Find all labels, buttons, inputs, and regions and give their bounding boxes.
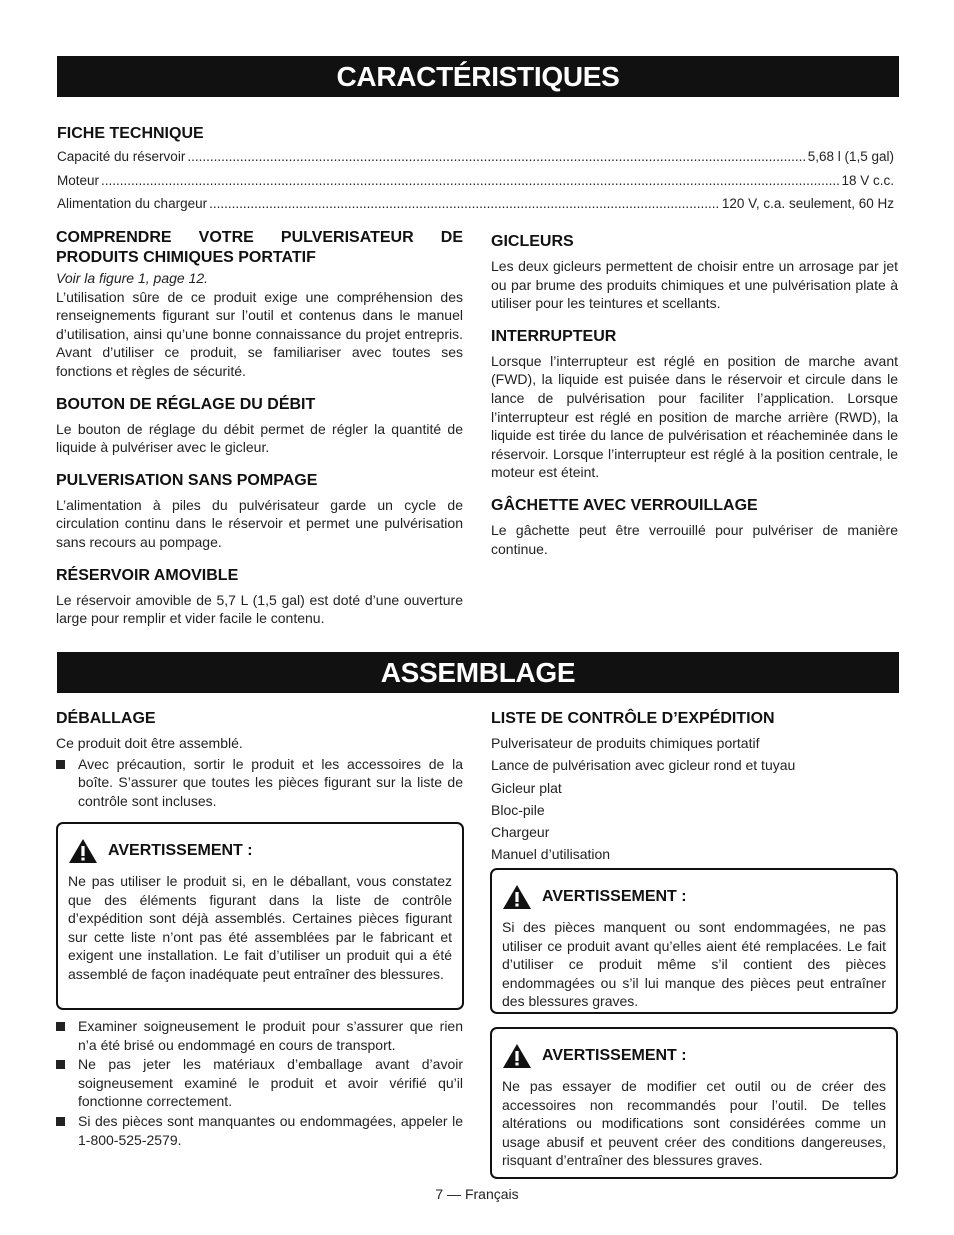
- warning-title: AVERTISSEMENT :: [542, 888, 687, 905]
- list-item: [56, 1112, 463, 1149]
- warning-title: AVERTISSEMENT :: [108, 842, 253, 859]
- list-item: [56, 755, 463, 811]
- bullet-square-icon: [56, 1022, 65, 1031]
- spec-dots: [101, 169, 839, 193]
- pulverisation-text: L’alimentation à piles du pulvérisateur garde un cycle de circulation continu dans le réservoir et permet une pulvérisation sans recours au pompage.: [56, 496, 463, 550]
- warning-header: [502, 1043, 886, 1069]
- deballage-heading: DÉBALLAGE: [56, 710, 156, 727]
- page-footer: [0, 1186, 954, 1202]
- reservoir-text: Le réservoir amovible de 5,7 L (1,5 gal) est doté d’une ouverture large pour remplir et vider facile le contenu.: [56, 591, 463, 627]
- warning-text: Ne pas essayer de modifier cet outil ou de créer des accessoires non recommandés pour l’outil. De telles altérations ou modifications sont considérées comme un usage abusif et peuvent créer des conditions dangereuses, risquant d’entraîner des blessures graves.: [502, 1078, 886, 1169]
- warning-triangle-icon: [502, 1043, 532, 1069]
- deballage-bullets-2-wrap: [56, 1017, 463, 1150]
- spec-label: Capacité du réservoir: [57, 149, 186, 164]
- assemblage-banner: [57, 652, 899, 693]
- section-bouton: [56, 395, 463, 457]
- spec-label: Moteur: [57, 172, 100, 188]
- section-comprendre: [56, 228, 463, 381]
- list-item: Pulverisateur de produits chimiques portatif: [491, 735, 760, 751]
- fiche-technique: [57, 124, 894, 216]
- list-item: Gicleur plat: [491, 779, 562, 796]
- checklist: [491, 732, 898, 866]
- list-item: Chargeur: [491, 824, 550, 841]
- warning-header: [502, 884, 886, 910]
- section-gicleurs: [491, 232, 898, 313]
- bullet-square-icon: [56, 1060, 65, 1069]
- gicleurs-text: Les deux gicleurs permettent de choisir entre un arrosage par jet ou par brume des produits chimiques et une pulvérisation plate à utiliser pour les teintures et scellants.: [491, 258, 898, 312]
- fiche-technique-heading: FICHE TECHNIQUE: [57, 125, 204, 142]
- list-item: [56, 1055, 463, 1111]
- page-number: 7 — Français: [435, 1186, 519, 1202]
- liste-heading: LISTE DE CONTRÔLE D’EXPÉDITION: [491, 710, 775, 727]
- bullet-text: Si des pièces sont manquantes ou endommagées, appeler le 1-800-525-2579.: [78, 1112, 463, 1148]
- bullet-text: Examiner soigneusement le produit pour s’assurer que rien n’a été brisé ou endommagé en cours de transport.: [78, 1018, 463, 1053]
- section-pulverisation: [56, 471, 463, 552]
- warning-text: Si des pièces manquent ou sont endommagées, ne pas utiliser ce produit avant qu’elles aient été remplacées. Le fait d’utiliser ce produit même s’il contient des pièces endommagées ou s’il lui manque des pièces peut entraîner des blessures graves.: [502, 919, 886, 1010]
- spec-value: 120 V, c.a. seulement, 60 Hz: [721, 196, 894, 211]
- spec-label: Alimentation du chargeur: [57, 196, 208, 211]
- deballage-bullets-1: [56, 755, 463, 811]
- comprendre-text: L’utilisation sûre de ce produit exige une compréhension des renseignements figurant sur l’outil et contenus dans le manuel d’utilisation, ainsi qu’une bonne connaissance du projet entrepris. Avant d’utiliser ce produit, se familiariser avec toutes ses fonctions et règles de sécurité.: [56, 288, 463, 379]
- spec-value: 5,68 l (1,5 gal): [807, 149, 894, 164]
- deballage-intro: Ce produit doit être assemblé.: [56, 735, 243, 751]
- bullet-square-icon: [56, 1117, 65, 1126]
- gicleurs-heading: GICLEURS: [491, 233, 574, 250]
- warning-text: Ne pas utiliser le produit si, en le déballant, vous constatez que des éléments figurant dans la liste de contrôle d’expédition sont déjà assemblés. Certaines pièces figurant sur cette liste n’ont pas été assemblées par le fabricant et exigent une installation. Le fait d’utiliser un produit qui a été assemblé de façon inadéquate peut entraîner des blessures.: [68, 873, 452, 982]
- caracteristiques-title: CARACTÉRISTIQUES: [336, 61, 620, 92]
- warning-header: [68, 838, 452, 864]
- warning-box-right-1: [490, 868, 898, 1014]
- features-left-column: [56, 228, 463, 642]
- caracteristiques-banner: [57, 56, 899, 97]
- reservoir-heading: RÉSERVOIR AMOVIBLE: [56, 566, 239, 584]
- warning-box-right-2: [490, 1027, 898, 1179]
- list-item: Bloc-pile: [491, 801, 545, 818]
- interrupteur-text: Lorsque l’interrupteur est réglé en position de marche avant (FWD), la liquide est puisée dans le réservoir et circule dans le lance de pulvérisation pour faciliter l’application. Lorsque l’interrupteur est réglé en position de marche arrière (RWD), la liquide est tirée du lance de pulvérisation et réacheminée dans le réservoir. Lorsque l’interrupteur est réglé à la position centrale, le moteur est éteint.: [491, 352, 898, 481]
- spec-row-moteur: [57, 169, 894, 193]
- pulverisation-heading: PULVERISATION SANS POMPAGE: [56, 471, 318, 489]
- section-reservoir: [56, 566, 463, 628]
- deballage-bullets-2: [56, 1017, 463, 1149]
- list-item: Manuel d’utilisation: [491, 846, 611, 863]
- comprendre-note: Voir la figure 1, page 12.: [56, 270, 209, 286]
- spec-row-capacite: [57, 145, 894, 169]
- gachette-text: Le gâchette peut être verrouillé pour pulvériser de manière continue.: [491, 521, 898, 557]
- bouton-text: Le bouton de réglage du débit permet de régler la quantité de liquide à pulvériser avec le gicleur.: [56, 420, 463, 456]
- warning-triangle-icon: [68, 838, 98, 864]
- warning-box-left: [56, 822, 464, 1010]
- gachette-heading: GÂCHETTE AVEC VERROUILLAGE: [491, 496, 758, 514]
- warning-triangle-icon: [502, 884, 532, 910]
- spec-row-alimentation: [57, 192, 894, 216]
- deballage-section: [56, 709, 463, 811]
- section-interrupteur: [491, 327, 898, 482]
- list-item: [56, 1017, 463, 1054]
- bullet-text: Ne pas jeter les matériaux d’emballage avant d’avoir soigneusement examiné le produit et avoir vérifié qu’il fonctionne correctement.: [78, 1056, 463, 1110]
- spec-dots: [187, 145, 805, 169]
- section-gachette: [491, 496, 898, 558]
- spec-value: 18 V c.c.: [841, 172, 894, 188]
- bullet-square-icon: [56, 760, 65, 769]
- liste-controle-section: [491, 709, 898, 866]
- bullet-text: Avec précaution, sortir le produit et les accessoires de la boîte. S’assurer que toutes les pièces figurant sur la liste de contrôle sont incluses.: [78, 755, 463, 809]
- features-right-column: [491, 232, 898, 572]
- list-item: Lance de pulvérisation avec gicleur rond et tuyau: [491, 757, 796, 774]
- spec-dots: [209, 192, 720, 216]
- comprendre-heading: COMPRENDRE VOTRE PULVERISATEUR DE PRODUITS CHIMIQUES PORTATIF: [56, 229, 463, 266]
- assemblage-title: ASSEMBLAGE: [380, 657, 576, 688]
- bouton-heading: BOUTON DE RÉGLAGE DU DÉBIT: [56, 395, 316, 413]
- interrupteur-heading: INTERRUPTEUR: [491, 327, 617, 345]
- warning-title: AVERTISSEMENT :: [542, 1047, 687, 1064]
